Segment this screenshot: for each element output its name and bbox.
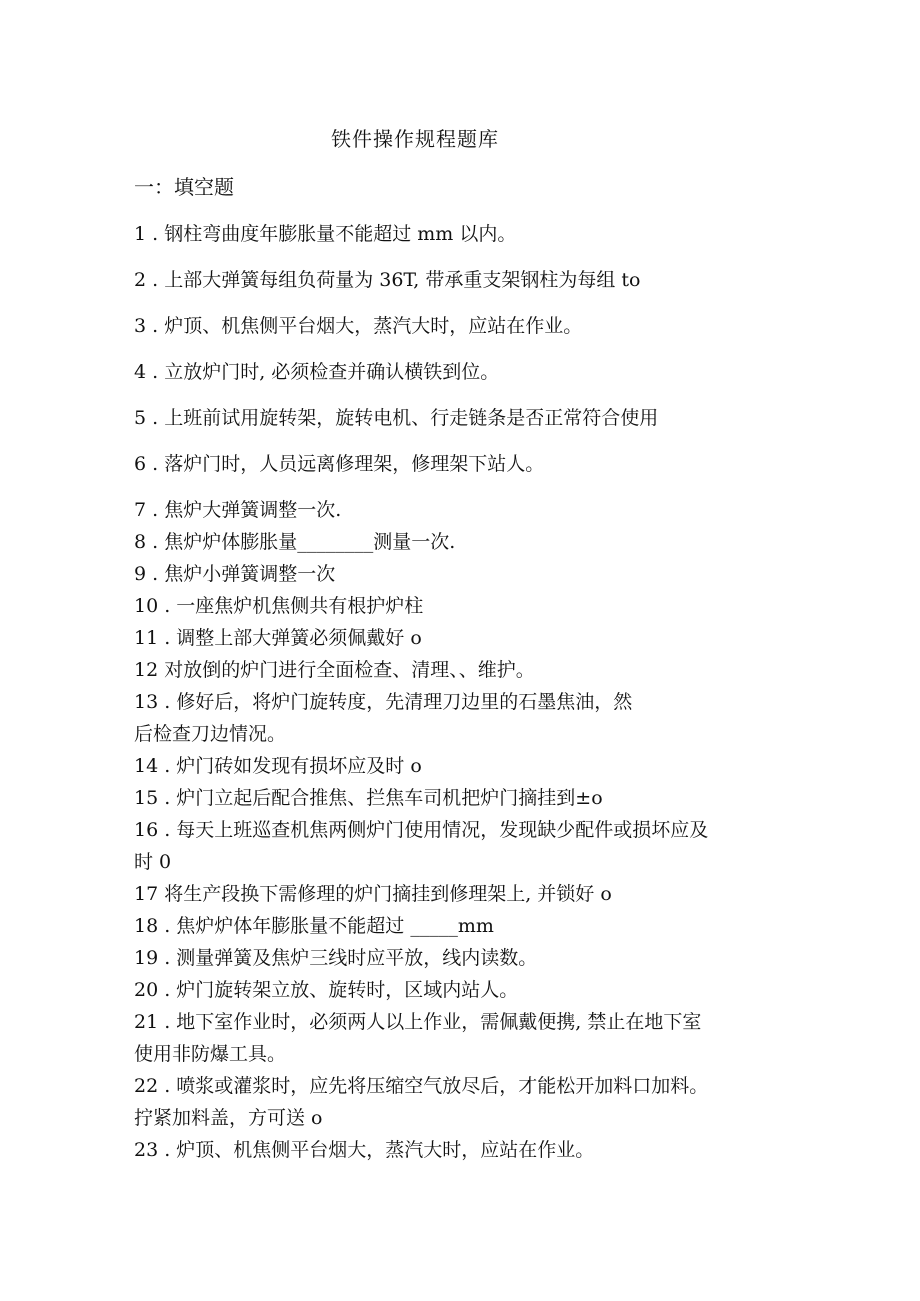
question-line-continued: 使用非防爆工具。	[134, 1043, 287, 1065]
question-list	[134, 218, 814, 1166]
question-line: 11 . 调整上部大弹簧必须佩戴好 o	[134, 627, 422, 649]
question-line: 23 . 炉顶、机焦侧平台烟大，蒸汽大时，应站在作业。	[134, 1139, 595, 1161]
question-line: 12 对放倒的炉门进行全面检查、清理、、维护。	[134, 659, 535, 681]
question-item-8	[134, 526, 814, 558]
question-line: 6 . 落炉门时，人员远离修理架，修理架下站人。	[134, 453, 545, 475]
question-item-15	[134, 782, 814, 814]
question-item-18	[134, 910, 814, 942]
question-item-16	[134, 814, 814, 878]
question-item-20	[134, 974, 814, 1006]
question-item-22	[134, 1070, 814, 1134]
document-title: 铁件操作规程题库	[331, 127, 499, 151]
question-item-6	[134, 448, 814, 480]
question-line: 21 . 地下室作业时，必须两人以上作业，需佩戴便携, 禁止在地下室	[134, 1011, 702, 1033]
question-item-23	[134, 1134, 814, 1166]
question-line: 4 . 立放炉门时, 必须检查并确认横铁到位。	[134, 361, 500, 383]
question-item-1	[134, 218, 814, 250]
question-item-4	[134, 356, 814, 388]
question-item-3	[134, 310, 814, 342]
question-item-19	[134, 942, 814, 974]
question-line: 18 . 焦炉炉体年膨胀量不能超过 _____mm	[134, 915, 494, 937]
question-line: 13 . 修好后，将炉门旋转度，先清理刀边里的石墨焦油，然	[134, 691, 633, 713]
question-item-12	[134, 654, 814, 686]
question-item-2	[134, 264, 814, 296]
question-line: 3 . 炉顶、机焦侧平台烟大，蒸汽大时，应站在作业。	[134, 315, 583, 337]
question-line: 14 . 炉门砖如发现有损坏应及时 o	[134, 755, 422, 777]
question-line: 16 . 每天上班巡查机焦两侧炉门使用情况，发现缺少配件或损坏应及	[134, 819, 709, 841]
question-item-10	[134, 590, 814, 622]
question-item-11	[134, 622, 814, 654]
question-line: 10 . 一座焦炉机焦侧共有根护炉柱	[134, 595, 424, 617]
question-line-continued: 拧紧加料盖，方可送 o	[134, 1107, 323, 1129]
question-item-7	[134, 494, 814, 526]
question-line: 9 . 焦炉小弹簧调整一次	[134, 563, 336, 585]
question-line: 19 . 测量弹簧及焦炉三线时应平放，线内读数。	[134, 947, 538, 969]
question-line: 20 . 炉门旋转架立放、旋转时，区域内站人。	[134, 979, 519, 1001]
question-line: 7 . 焦炉大弹簧调整一次.	[134, 499, 342, 521]
question-line: 2 . 上部大弹簧每组负荷量为 36T, 带承重支架钢柱为每组 to	[134, 269, 641, 291]
question-item-21	[134, 1006, 814, 1070]
question-item-17	[134, 878, 814, 910]
question-line-continued: 后检查刀边情况。	[134, 723, 287, 745]
question-item-9	[134, 558, 814, 590]
question-line: 17 将生产段换下需修理的炉门摘挂到修理架上, 并锁好 o	[134, 883, 612, 905]
question-line: 15 . 炉门立起后配合推焦、拦焦车司机把炉门摘挂到±o	[134, 787, 603, 809]
question-line: 5 . 上班前试用旋转架，旋转电机、行走链条是否正常符合使用	[134, 407, 659, 429]
section-heading: 一：填空题	[134, 175, 234, 199]
question-line: 8 . 焦炉炉体膨胀量________测量一次.	[134, 531, 456, 553]
question-line: 1 . 钢柱弯曲度年膨胀量不能超过 mm 以内。	[134, 223, 517, 245]
question-line-continued: 时 0	[134, 851, 172, 873]
question-item-5	[134, 402, 814, 434]
question-line: 22 . 喷浆或灌浆时，应先将压缩空气放尽后，才能松开加料口加料。	[134, 1075, 709, 1097]
question-item-14	[134, 750, 814, 782]
question-item-13	[134, 686, 814, 750]
